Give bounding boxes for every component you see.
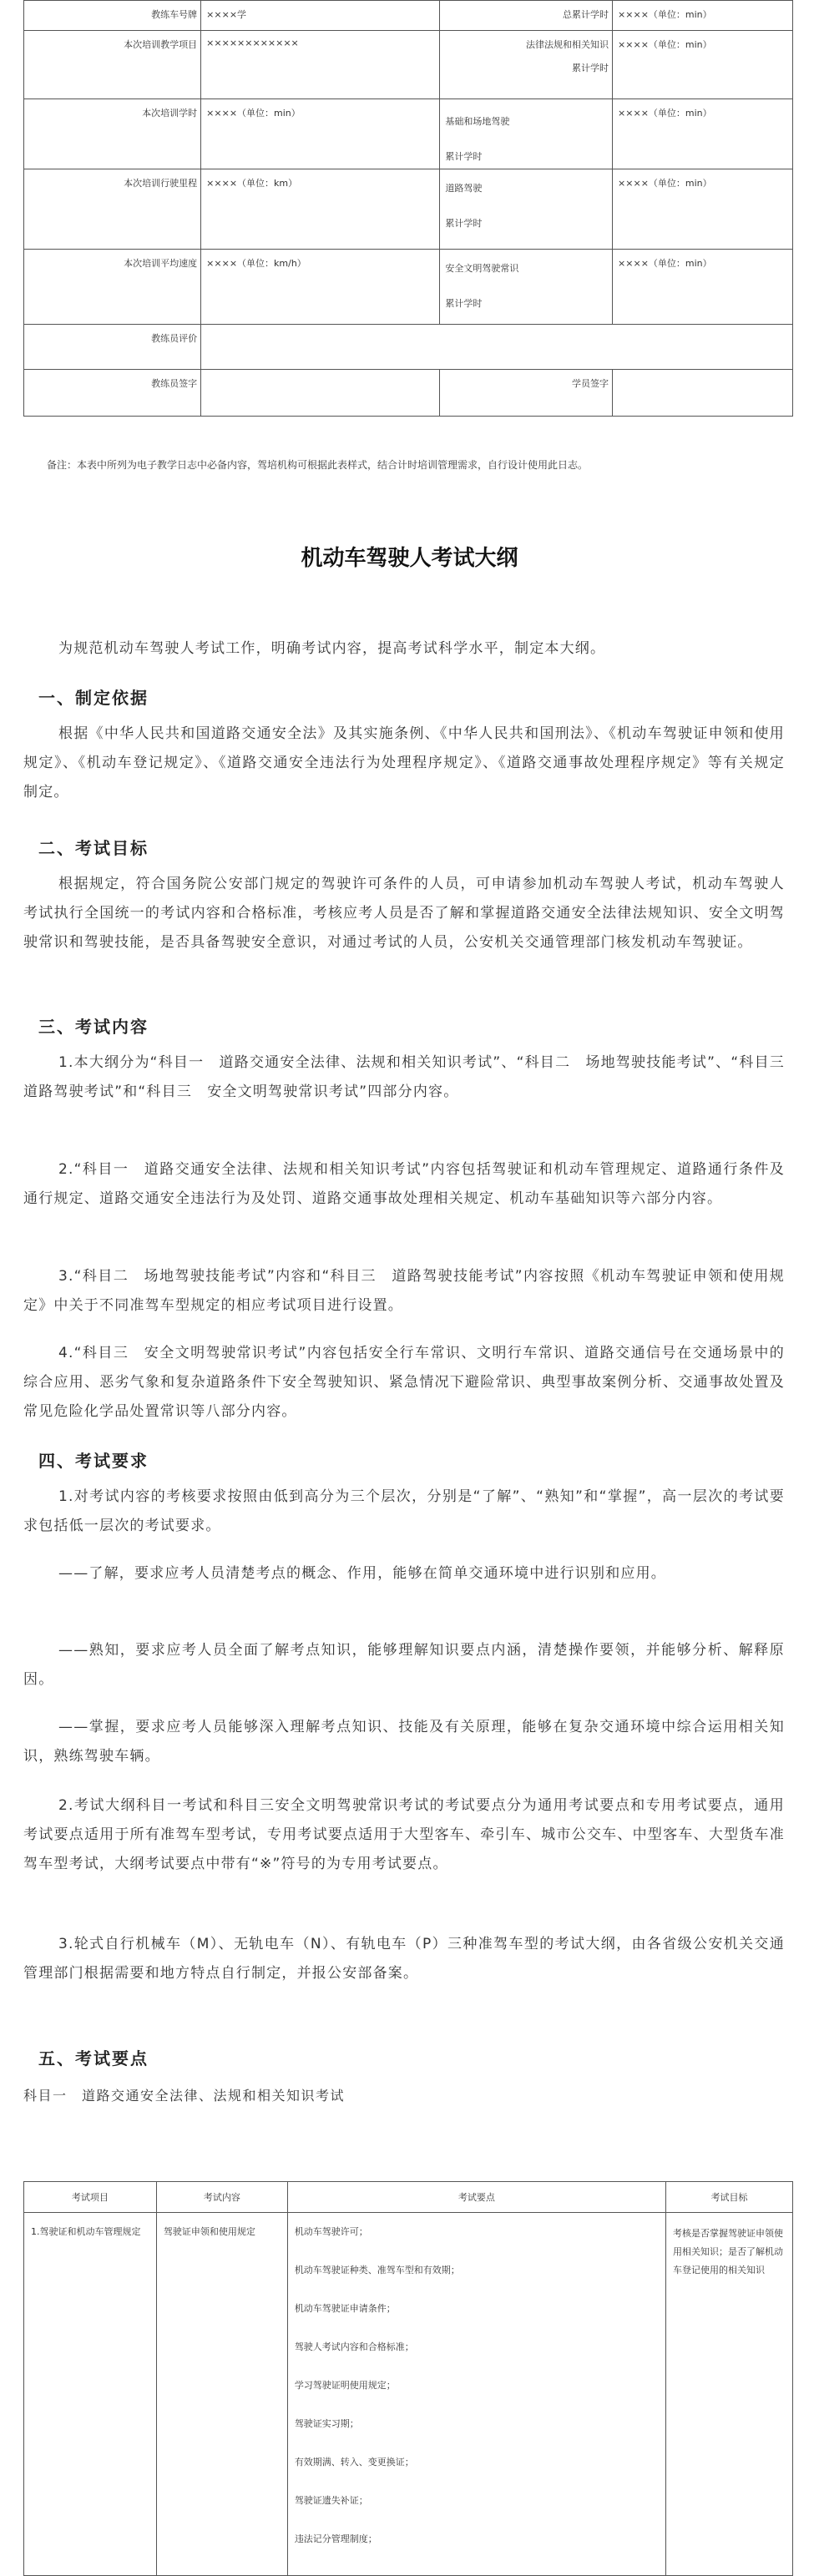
page-title: 机动车驾驶人考试大纲	[301, 546, 518, 571]
log-value	[201, 325, 793, 370]
log-label2	[440, 99, 613, 169]
table-row	[24, 2213, 793, 2576]
log-row	[24, 325, 793, 370]
log-label2: 总累计学时	[440, 1, 613, 31]
header-cell: 考试要点	[287, 2182, 665, 2213]
log-label: 教练员评价	[24, 325, 201, 370]
exam-point: 驾驶人考试内容和合格标准；	[294, 2341, 414, 2352]
log-label2-line1: 安全文明驾驶常识	[445, 263, 519, 274]
exam-point: 驾驶证实习期；	[294, 2418, 359, 2429]
log-value2: ××××（单位：min）	[613, 250, 793, 325]
exam-content-cell: 驾驶证申领和使用规定	[156, 2213, 287, 2576]
exam-points-cell	[287, 2213, 665, 2576]
table-header-row	[24, 2182, 793, 2213]
exam-point: 机动车驾驶证申请条件；	[294, 2303, 396, 2314]
log-value2: ××××（单位：min）	[613, 99, 793, 169]
section-heading: 四、考试要求	[38, 1451, 149, 1471]
log-label2-line1: 法律法规和相关知识	[526, 39, 609, 50]
log-label: 本次培训学时	[24, 99, 201, 169]
header-cell: 考试目标	[666, 2182, 793, 2213]
log-label: 本次培训行驶里程	[24, 169, 201, 250]
section-paragraph: 4.“科目三 安全文明驾驶常识考试”内容包括安全行车常识、文明行车常识、道路交通信号在交通场景中的综合应用、恶劣气象和复杂道路条件下安全驾驶知识、紧急情况下避险常识、典型事故案例分析、交通事故处置及常见危险化学品处置常识等八部分内容。	[23, 1345, 785, 1420]
header-cell: 考试内容	[156, 2182, 287, 2213]
section-paragraph: 根据规定，符合国务院公安部门规定的驾驶许可条件的人员，可申请参加机动车驾驶人考试，机动车驾驶人考试执行全国统一的考试内容和合格标准，考核应考人员是否了解和掌握道路交通安全法律法规知识、安全文明驾驶常识和驾驶技能，是否具备驾驶安全意识，对通过考试的人员，公安机关交通管理部门核发机动车驾驶证。	[23, 876, 785, 951]
log-row	[24, 169, 793, 250]
log-label: 教练车号牌	[24, 1, 201, 31]
exam-goal-cell: 考核是否掌握驾驶证申领使用相关知识；是否了解机动车登记使用的相关知识	[666, 2213, 793, 2576]
section-paragraph: 3.“科目二 场地驾驶技能考试”内容和“科目三 道路驾驶技能考试”内容按照《机动车驾驶证申领和使用规定》中关于不同准驾车型规定的相应考试项目进行设置。	[23, 1268, 785, 1314]
header-cell: 考试项目	[24, 2182, 157, 2213]
log-value: ××××××××××××	[201, 31, 440, 99]
exam-item-cell: 1.驾驶证和机动车管理规定	[24, 2213, 157, 2576]
log-label2-line1: 道路驾驶	[445, 183, 483, 194]
section-paragraph: ——掌握，要求应考人员能够深入理解考点知识、技能及有关原理，能够在复杂交通环境中综合运用相关知识，熟练驾驶车辆。	[23, 1719, 785, 1765]
log-value: ××××学	[201, 1, 440, 31]
log-label2-line2: 累计学时	[445, 218, 483, 229]
exam-point: 驾驶证遗失补证；	[294, 2495, 368, 2506]
section-paragraph: ——了解，要求应考人员清楚考点的概念、作用，能够在简单交通环境中进行识别和应用。	[58, 1565, 666, 1582]
log-value2: ××××（单位：min）	[613, 169, 793, 250]
log-value	[201, 370, 440, 417]
intro-paragraph: 为规范机动车驾驶人考试工作，明确考试内容，提高考试科学水平，制定本大纲。	[58, 640, 606, 657]
log-label2	[440, 31, 613, 99]
log-value2: ××××（单位：min）	[613, 1, 793, 31]
log-label2	[440, 169, 613, 250]
exam-point: 机动车驾驶证种类、准驾车型和有效期；	[294, 2265, 460, 2275]
log-row	[24, 250, 793, 325]
exam-point: 学习驾驶证明使用规定；	[294, 2380, 396, 2391]
log-row	[24, 1, 793, 31]
log-label: 本次培训教学项目	[24, 31, 201, 99]
log-label2-line2: 累计学时	[445, 298, 483, 309]
log-value: ××××（单位：min）	[201, 99, 440, 169]
log-value2: ××××（单位：min）	[613, 31, 793, 99]
section-heading: 五、考试要点	[38, 2048, 149, 2068]
table-note: 备注：本表中所列为电子教学日志中必备内容，驾培机构可根据此表样式，结合计时培训管理需求，自行设计使用此日志。	[47, 459, 589, 471]
section-paragraph: 1.对考试内容的考核要求按照由低到高分为三个层次，分别是“了解”、“熟知”和“掌握”，高一层次的考试要求包括低一层次的考试要求。	[23, 1488, 785, 1534]
syllabus-table	[23, 2181, 793, 2576]
log-label2-line1: 基础和场地驾驶	[445, 116, 510, 127]
log-value: ××××（单位：km）	[201, 169, 440, 250]
section-paragraph: 3.轮式自行机械车（M）、无轨电车（N）、有轨电车（P）三种准驾车型的考试大纲，由各省级公安机关交通管理部门根据需要和地方特点自行制定，并报公安部备案。	[23, 1936, 785, 1982]
log-label: 教练员签字	[24, 370, 201, 417]
section-heading: 三、考试内容	[38, 1017, 149, 1037]
section-paragraph: ——熟知，要求应考人员全面了解考点知识，能够理解知识要点内涵，清楚操作要领，并能够分析、解释原因。	[23, 1642, 785, 1688]
log-value2	[613, 370, 793, 417]
section-paragraph: 根据《中华人民共和国道路交通安全法》及其实施条例、《中华人民共和国刑法》、《机动车驾驶证申领和使用规定》、《机动车登记规定》、《道路交通安全违法行为处理程序规定》、《道路交通事故处理程序规定》等有关规定制定。	[23, 725, 785, 801]
log-label2-line2: 累计学时	[572, 63, 609, 73]
section-paragraph: 1.本大纲分为“科目一 道路交通安全法律、法规和相关知识考试”、“科目二 场地驾驶技能考试”、“科目三 道路驾驶考试”和“科目三 安全文明驾驶常识考试”四部分内容。	[23, 1054, 801, 1100]
log-row	[24, 370, 793, 417]
section-heading: 一、制定依据	[38, 688, 149, 708]
exam-point: 违法记分管理制度；	[294, 2533, 377, 2544]
exam-point: 机动车驾驶许可；	[294, 2226, 368, 2237]
log-value: ××××（单位：km/h）	[201, 250, 440, 325]
subject-subtitle: 科目一 道路交通安全法律、法规和相关知识考试	[23, 2088, 346, 2104]
log-row	[24, 99, 793, 169]
section-paragraph: 2.考试大纲科目一考试和科目三安全文明驾驶常识考试的考试要点分为通用考试要点和专用考试要点，通用考试要点适用于所有准驾车型考试，专用考试要点适用于大型客车、牵引车、城市公交车、中型客车、大型货车准驾车型考试，大纲考试要点中带有“※”符号的为专用考试要点。	[23, 1797, 785, 1872]
section-heading: 二、考试目标	[38, 838, 149, 858]
log-label2: 学员签字	[440, 370, 613, 417]
log-label: 本次培训平均速度	[24, 250, 201, 325]
training-log-table	[23, 0, 793, 417]
section-paragraph: 2.“科目一 道路交通安全法律、法规和相关知识考试”内容包括驾驶证和机动车管理规定、道路通行条件及通行规定、道路交通安全违法行为及处罚、道路交通事故处理相关规定、机动车基础知识等六部分内容。	[23, 1161, 785, 1207]
log-label2	[440, 250, 613, 325]
exam-point: 有效期满、转入、变更换证；	[294, 2457, 414, 2467]
log-row	[24, 31, 793, 99]
log-label2-line2: 累计学时	[445, 151, 483, 162]
